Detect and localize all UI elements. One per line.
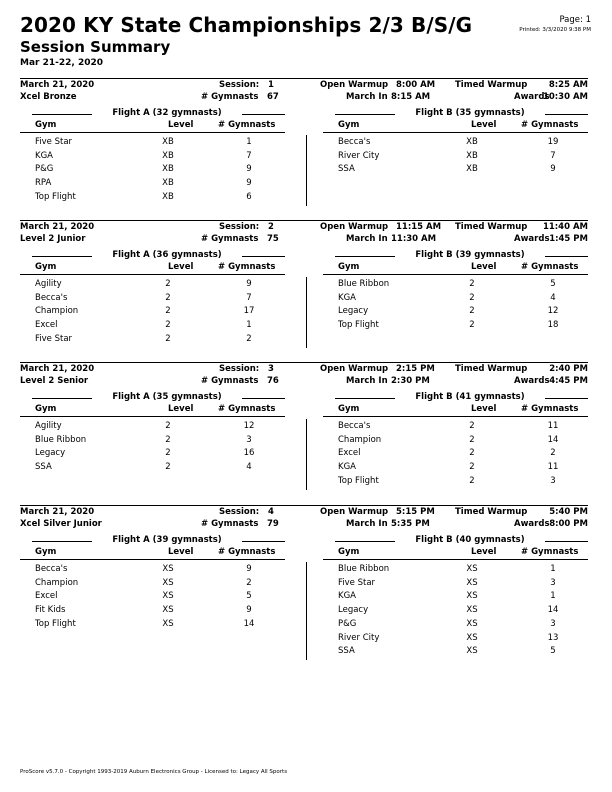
- gymnast-count-label: # Gymnasts: [201, 92, 259, 102]
- table-row: [323, 435, 588, 449]
- table-row: [20, 192, 285, 206]
- gym-level: XS: [162, 564, 174, 574]
- table-row: [323, 619, 588, 633]
- gym-gymnast-count: 9: [246, 564, 252, 574]
- gym-level: 2: [165, 462, 171, 473]
- session-date: March 21, 2020: [20, 80, 95, 90]
- col-header-level: Level: [168, 120, 194, 130]
- flight-title: Flight A (39 gymnasts): [112, 535, 222, 545]
- march-in-label: March In: [346, 519, 388, 529]
- flight-title-rule-right: [242, 256, 285, 257]
- gym-gymnast-count: 5: [246, 591, 252, 602]
- gym-name: Five Star: [35, 137, 73, 147]
- session-top-rule: [20, 220, 588, 221]
- gym-level: 2: [165, 292, 171, 303]
- gym-level: XB: [162, 164, 174, 175]
- session-number: 1: [268, 80, 274, 90]
- col-header-count: # Gymnasts: [521, 404, 579, 414]
- gym-name: River City: [338, 632, 380, 643]
- flight-title-rule-left: [32, 256, 92, 257]
- gym-level: XS: [162, 605, 174, 616]
- gym-name: SSA: [338, 164, 355, 175]
- col-header-count: # Gymnasts: [218, 262, 276, 272]
- gym-level: 2: [469, 279, 475, 289]
- session-number: 4: [268, 507, 274, 517]
- gym-gymnast-count: 12: [243, 421, 255, 431]
- col-header-count: # Gymnasts: [521, 547, 579, 557]
- table-row: [323, 448, 588, 462]
- gym-name: Becca's: [35, 292, 68, 303]
- flight-title-rule-left: [32, 541, 92, 542]
- table-row: [20, 605, 285, 619]
- page-subtitle: Session Summary: [20, 38, 171, 56]
- table-row: [20, 591, 285, 605]
- table-row: [323, 137, 588, 151]
- gym-gymnast-count: 9: [246, 279, 252, 289]
- open-warmup-label: Open Warmup: [320, 507, 389, 517]
- table-row: [323, 279, 588, 293]
- table-row: [323, 164, 588, 178]
- gym-name: SSA: [338, 646, 355, 657]
- gym-gymnast-count: 3: [550, 577, 556, 588]
- gym-level: XB: [162, 191, 174, 202]
- gym-level: XS: [466, 564, 478, 574]
- gym-name: KGA: [338, 591, 356, 602]
- table-row: [20, 137, 285, 151]
- open-warmup-label: Open Warmup: [320, 222, 389, 232]
- gym-gymnast-count: 11: [547, 421, 559, 431]
- column-header-rule: [20, 416, 285, 417]
- gym-name: Five Star: [338, 577, 376, 588]
- gymnast-count-label: # Gymnasts: [201, 519, 259, 529]
- flight-title-rule-right: [242, 114, 285, 115]
- gym-level: 2: [469, 292, 475, 303]
- col-header-gym: Gym: [338, 120, 360, 130]
- col-header-gym: Gym: [35, 120, 57, 130]
- gymnast-count-label: # Gymnasts: [201, 234, 259, 244]
- table-row: [20, 320, 285, 334]
- gym-name: Legacy: [338, 306, 369, 317]
- table-row: [20, 462, 285, 476]
- column-header-rule: [323, 559, 588, 560]
- gym-name: Legacy: [35, 448, 66, 459]
- open-warmup-time: 8:00 AM: [396, 80, 436, 90]
- table-row: [20, 164, 285, 178]
- gym-gymnast-count: 9: [246, 164, 252, 175]
- gym-name: Legacy: [338, 605, 369, 616]
- gym-level: 2: [165, 434, 171, 445]
- gymnast-count: 79: [267, 519, 279, 529]
- table-row: [20, 619, 285, 633]
- timed-warmup-time: 5:40 PM: [549, 507, 588, 517]
- flight-title: Flight B (35 gymnasts): [415, 108, 525, 118]
- flight-title-rule-left: [32, 398, 92, 399]
- gym-gymnast-count: 6: [246, 191, 252, 202]
- march-in-label: March In: [346, 376, 388, 386]
- gym-gymnast-count: 3: [550, 475, 556, 486]
- gym-level: 2: [165, 448, 171, 459]
- col-header-level: Level: [471, 262, 497, 272]
- col-header-count: # Gymnasts: [218, 120, 276, 130]
- session-level-name: Xcel Silver Junior: [20, 519, 102, 529]
- gym-name: Becca's: [35, 564, 68, 574]
- session-top-rule: [20, 505, 588, 506]
- awards-time: 4:45 PM: [549, 376, 588, 386]
- table-row: [323, 633, 588, 647]
- gym-level: XS: [162, 591, 174, 602]
- gym-name: P&G: [338, 618, 357, 629]
- table-row: [323, 646, 588, 660]
- flight-title-rule-right: [242, 541, 285, 542]
- flight-divider: [306, 135, 307, 206]
- gym-gymnast-count: 5: [550, 279, 556, 289]
- column-header-rule: [20, 132, 285, 133]
- gym-gymnast-count: 11: [547, 462, 559, 473]
- gym-level: XB: [162, 178, 174, 189]
- gym-name: Champion: [338, 434, 382, 445]
- table-row: [20, 421, 285, 435]
- table-row: [323, 476, 588, 490]
- col-header-level: Level: [168, 404, 194, 414]
- session-label: Session:: [219, 80, 260, 90]
- gym-level: XS: [466, 591, 478, 602]
- session-level-name: Level 2 Junior: [20, 234, 86, 244]
- gym-level: XB: [466, 137, 478, 147]
- flight-title: Flight B (41 gymnasts): [415, 392, 525, 402]
- march-in-label: March In: [346, 92, 388, 102]
- gym-gymnast-count: 7: [246, 292, 252, 303]
- gym-gymnast-count: 9: [550, 164, 556, 175]
- flight-title: Flight A (35 gymnasts): [112, 392, 222, 402]
- gym-gymnast-count: 2: [246, 577, 252, 588]
- gym-gymnast-count: 12: [547, 306, 559, 317]
- gym-name: Top Flight: [338, 320, 379, 331]
- gym-level: 2: [165, 279, 171, 289]
- gym-name: Blue Ribbon: [338, 279, 390, 289]
- gym-name: KGA: [35, 150, 53, 161]
- gym-level: 2: [165, 421, 171, 431]
- gym-name: Champion: [35, 577, 79, 588]
- timed-warmup-label: Timed Warmup: [455, 507, 528, 517]
- gymnast-count: 76: [267, 376, 279, 386]
- gym-level: 2: [165, 306, 171, 317]
- flight-title: Flight B (40 gymnasts): [415, 535, 525, 545]
- gym-name: Champion: [35, 306, 79, 317]
- flight-title: Flight A (32 gymnasts): [112, 108, 222, 118]
- gym-gymnast-count: 9: [246, 605, 252, 616]
- gym-name: Excel: [35, 320, 58, 331]
- awards-label: Awards: [514, 376, 550, 386]
- flight-title-rule-left: [335, 541, 395, 542]
- timed-warmup-label: Timed Warmup: [455, 364, 528, 374]
- session-block: [20, 220, 588, 360]
- gym-level: XS: [162, 577, 174, 588]
- table-row: [323, 293, 588, 307]
- col-header-level: Level: [168, 262, 194, 272]
- gym-gymnast-count: 2: [550, 448, 556, 459]
- gym-level: XS: [466, 632, 478, 643]
- march-in-label: March In: [346, 234, 388, 244]
- gym-name: Blue Ribbon: [35, 434, 87, 445]
- gym-level: 2: [469, 320, 475, 331]
- gym-level: 2: [469, 448, 475, 459]
- gym-name: Fit Kids: [35, 605, 66, 616]
- column-header-rule: [20, 274, 285, 275]
- column-header-rule: [323, 132, 588, 133]
- flight-divider: [306, 562, 307, 660]
- gym-gymnast-count: 16: [243, 448, 255, 459]
- flight-title-rule-left: [335, 114, 395, 115]
- gym-gymnast-count: 17: [243, 306, 255, 317]
- flight-divider: [306, 419, 307, 490]
- session-date: March 21, 2020: [20, 364, 95, 374]
- open-warmup-time: 11:15 AM: [396, 222, 442, 232]
- table-row: [323, 151, 588, 165]
- gym-gymnast-count: 14: [547, 434, 559, 445]
- gym-gymnast-count: 2: [246, 333, 252, 344]
- open-warmup-time: 5:15 PM: [396, 507, 435, 517]
- gym-name: Becca's: [338, 421, 371, 431]
- table-row: [20, 279, 285, 293]
- gym-gymnast-count: 1: [246, 137, 252, 147]
- table-row: [323, 578, 588, 592]
- flight-title-rule-right: [545, 398, 588, 399]
- table-row: [20, 306, 285, 320]
- awards-label: Awards: [514, 234, 550, 244]
- gym-level: XB: [466, 150, 478, 161]
- table-row: [323, 306, 588, 320]
- open-warmup-time: 2:15 PM: [396, 364, 435, 374]
- gym-gymnast-count: 7: [550, 150, 556, 161]
- table-row: [323, 320, 588, 334]
- table-row: [323, 605, 588, 619]
- flight-title: Flight B (39 gymnasts): [415, 250, 525, 260]
- flight-title-rule-left: [335, 398, 395, 399]
- table-row: [20, 334, 285, 348]
- col-header-gym: Gym: [35, 262, 57, 272]
- gym-gymnast-count: 19: [547, 137, 559, 147]
- gym-level: 2: [469, 475, 475, 486]
- gym-gymnast-count: 5: [550, 646, 556, 657]
- gym-level: 2: [469, 462, 475, 473]
- gym-gymnast-count: 9: [246, 178, 252, 189]
- table-row: [20, 564, 285, 578]
- gym-name: Blue Ribbon: [338, 564, 390, 574]
- gym-gymnast-count: 14: [243, 618, 255, 629]
- col-header-level: Level: [168, 547, 194, 557]
- page-number: Page: 1: [559, 15, 591, 25]
- col-header-gym: Gym: [338, 404, 360, 414]
- column-header-rule: [20, 559, 285, 560]
- gym-gymnast-count: 1: [246, 320, 252, 331]
- session-block: [20, 362, 588, 502]
- timed-warmup-label: Timed Warmup: [455, 80, 528, 90]
- col-header-gym: Gym: [338, 547, 360, 557]
- flight-title-rule-left: [335, 256, 395, 257]
- gym-level: XS: [466, 605, 478, 616]
- session-level-name: Level 2 Senior: [20, 376, 89, 386]
- gym-name: SSA: [35, 462, 52, 473]
- awards-label: Awards: [514, 519, 550, 529]
- timed-warmup-label: Timed Warmup: [455, 222, 528, 232]
- col-header-count: # Gymnasts: [521, 262, 579, 272]
- table-row: [323, 591, 588, 605]
- table-row: [323, 421, 588, 435]
- session-block: [20, 78, 588, 218]
- gym-gymnast-count: 4: [550, 292, 556, 303]
- march-in-time: 2:30 PM: [391, 376, 430, 386]
- gymnast-count: 67: [267, 92, 279, 102]
- session-level-name: Xcel Bronze: [20, 92, 77, 102]
- flight-title-rule-right: [242, 398, 285, 399]
- session-label: Session:: [219, 364, 260, 374]
- gym-level: 2: [469, 306, 475, 317]
- gym-level: XB: [466, 164, 478, 175]
- gym-name: RPA: [35, 178, 52, 189]
- session-date: March 21, 2020: [20, 507, 95, 517]
- march-in-time: 5:35 PM: [391, 519, 430, 529]
- gym-level: XS: [162, 618, 174, 629]
- gym-name: Agility: [35, 421, 62, 431]
- gym-gymnast-count: 3: [550, 618, 556, 629]
- gym-name: P&G: [35, 164, 54, 175]
- gym-level: XB: [162, 137, 174, 147]
- flight-divider: [306, 277, 307, 348]
- column-header-rule: [323, 274, 588, 275]
- gym-level: XS: [466, 646, 478, 657]
- march-in-time: 8:15 AM: [391, 92, 431, 102]
- gym-name: Five Star: [35, 333, 73, 344]
- timed-warmup-time: 2:40 PM: [549, 364, 588, 374]
- open-warmup-label: Open Warmup: [320, 364, 389, 374]
- col-header-gym: Gym: [35, 404, 57, 414]
- gym-gymnast-count: 14: [547, 605, 559, 616]
- table-row: [20, 435, 285, 449]
- table-row: [20, 178, 285, 192]
- flight-title-rule-right: [545, 256, 588, 257]
- timed-warmup-time: 11:40 AM: [542, 222, 588, 232]
- footer-copyright: ProScore v5.7.0 - Copyright 1993-2019 Auburn Electronics Group - Licensed to: Legacy All Sports: [20, 769, 288, 775]
- gym-level: 2: [165, 333, 171, 344]
- col-header-count: # Gymnasts: [521, 120, 579, 130]
- gym-name: Agility: [35, 279, 62, 289]
- table-row: [20, 151, 285, 165]
- gym-name: Top Flight: [35, 191, 76, 202]
- session-label: Session:: [219, 222, 260, 232]
- awards-time: 10:30 AM: [542, 92, 588, 102]
- awards-label: Awards: [514, 92, 550, 102]
- session-top-rule: [20, 78, 588, 79]
- col-header-gym: Gym: [35, 547, 57, 557]
- table-row: [323, 564, 588, 578]
- gym-gymnast-count: 3: [246, 434, 252, 445]
- gym-gymnast-count: 1: [550, 591, 556, 602]
- gym-level: 2: [165, 320, 171, 331]
- printed-timestamp: Printed: 3/3/2020 9:38 PM: [519, 27, 591, 33]
- flight-title-rule-right: [545, 114, 588, 115]
- table-row: [20, 578, 285, 592]
- page-title: 2020 KY State Championships 2/3 B/S/G: [20, 13, 473, 37]
- march-in-time: 11:30 AM: [391, 234, 437, 244]
- session-date: March 21, 2020: [20, 222, 95, 232]
- gymnast-count: 75: [267, 234, 279, 244]
- timed-warmup-time: 8:25 AM: [548, 80, 588, 90]
- open-warmup-label: Open Warmup: [320, 80, 389, 90]
- gym-level: 2: [469, 421, 475, 431]
- session-number: 3: [268, 364, 274, 374]
- column-header-rule: [323, 416, 588, 417]
- gym-gymnast-count: 7: [246, 150, 252, 161]
- col-header-level: Level: [471, 120, 497, 130]
- gym-gymnast-count: 4: [246, 462, 252, 473]
- gym-name: Excel: [35, 591, 58, 602]
- gym-name: KGA: [338, 292, 356, 303]
- col-header-count: # Gymnasts: [218, 404, 276, 414]
- flight-title-rule-left: [32, 114, 92, 115]
- flight-title-rule-right: [545, 541, 588, 542]
- gym-level: XB: [162, 150, 174, 161]
- gym-gymnast-count: 1: [550, 564, 556, 574]
- gym-gymnast-count: 18: [547, 320, 559, 331]
- gym-name: Becca's: [338, 137, 371, 147]
- gym-name: KGA: [338, 462, 356, 473]
- col-header-level: Level: [471, 547, 497, 557]
- gym-level: 2: [469, 434, 475, 445]
- gym-name: River City: [338, 150, 380, 161]
- session-label: Session:: [219, 507, 260, 517]
- date-range: Mar 21-22, 2020: [20, 58, 103, 68]
- col-header-count: # Gymnasts: [218, 547, 276, 557]
- table-row: [20, 293, 285, 307]
- awards-time: 8:00 PM: [549, 519, 588, 529]
- awards-time: 1:45 PM: [549, 234, 588, 244]
- gym-gymnast-count: 13: [547, 632, 559, 643]
- flight-title: Flight A (36 gymnasts): [112, 250, 222, 260]
- session-top-rule: [20, 362, 588, 363]
- gym-level: XS: [466, 577, 478, 588]
- col-header-gym: Gym: [338, 262, 360, 272]
- table-row: [323, 462, 588, 476]
- table-row: [20, 448, 285, 462]
- gym-name: Top Flight: [338, 475, 379, 486]
- gymnast-count-label: # Gymnasts: [201, 376, 259, 386]
- session-block: [20, 505, 588, 657]
- gym-name: Excel: [338, 448, 361, 459]
- gym-name: Top Flight: [35, 618, 76, 629]
- col-header-level: Level: [471, 404, 497, 414]
- session-number: 2: [268, 222, 274, 232]
- gym-level: XS: [466, 618, 478, 629]
